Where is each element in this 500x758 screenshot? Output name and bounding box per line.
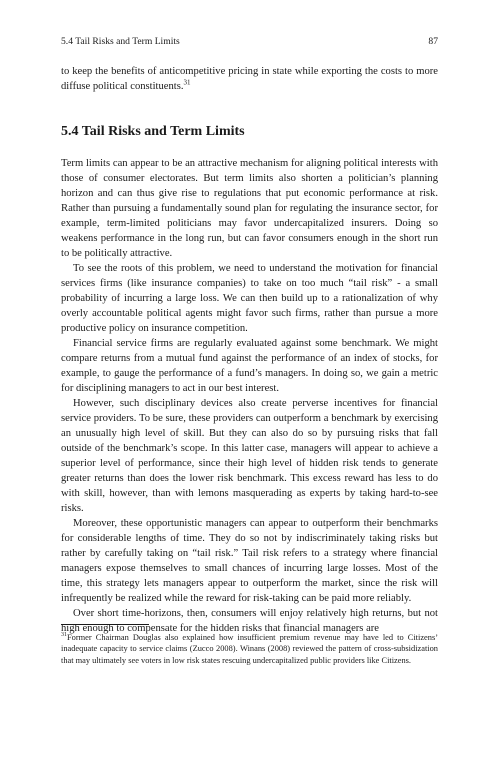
paragraph: Term limits can appear to be an attractive mechanism for aligning political interests with those of consumer electorates. But term limits also shorten a politician’s planning horizon and can thus give rise to regulations that put economic performance at risk. Rather than pursuing a fundamentally sound plan for regulating the insurance sector, for example, term-limited politicians may favor undercapitalized insurers. Doing so weakens performance in the long run, but can favor consumers enough in the short run to be politically attractive. <box>61 158 438 259</box>
carryover-text: to keep the benefits of anticompetitive pricing in state while exporting the costs to more diffuse political constituents. <box>61 66 438 92</box>
running-head-section: 5.4 Tail Risks and Term Limits <box>61 36 180 47</box>
footnote-ref[interactable]: 31 <box>183 78 191 87</box>
footnote-number: 31 <box>61 632 67 639</box>
paragraph: Over short time-horizons, then, consumers will enjoy relatively high returns, but not high enough to compensate for the hidden risks that financial managers are <box>61 608 438 634</box>
paragraph: However, such disciplinary devices also create perverse incentives for financial service providers. To be sure, these providers can outperform a benchmark by exercising an unusually high level of skill. But they can also do so by pursuing risks that fall outside of the benchmark’s scope. In this latter case, managers will appear to achieve a superior level of performance, since their high level of hidden risk tends to generate greater returns than does the lower risk benchmark. This excess reward has less to do with skill, however, than with lemons masquerading as experts by taking hard-to-see risks. <box>61 398 438 514</box>
page-number: 87 <box>428 36 438 47</box>
carryover-paragraph <box>61 64 438 94</box>
footnote <box>61 632 438 666</box>
footnote-divider <box>61 624 149 625</box>
section-heading: 5.4 Tail Risks and Term Limits <box>61 124 245 139</box>
body-text <box>61 64 438 639</box>
paragraph: Financial service firms are regularly evaluated against some benchmark. We might compare returns from a mutual fund against the performance of an index of stocks, for example, to gauge the performance of a fund’s managers. In doing so, we gain a metric for disciplining managers to act in our best interest. <box>61 338 438 394</box>
paragraph: To see the roots of this problem, we need to understand the motivation for financial services firms (like insurance companies) to take on too much “tail risk” - a small probability of incurring a large loss. We can then build up to a rationalization of why overly accountable political agents might favor such firms, rather than pursue a more productive policy on insurance competition. <box>61 263 438 334</box>
paragraph: Moreover, these opportunistic managers can appear to outperform their benchmarks for considerable lengths of time. They do so not by indiscriminately taking risks but rather by carefully taking on “tail risk.” Tail risk refers to a strategy where financial managers expose themselves to small chances of incurring large losses. Most of the time, this strategy lets managers appear to outperform the market, since the risk will infrequently be realized while the reward for risk-taking can be paid more reliably. <box>61 518 438 604</box>
footnote-text: Former Chairman Douglas also explained how insufficient premium revenue may have led to Citizens’ inadequate capacity to service claims (Zucco 2008). Winans (2008) reviewed the pattern of cross-subsidization that may ultimately see voters in low risk states rescuing undercapitalized public providers like Citizens. <box>61 633 438 665</box>
